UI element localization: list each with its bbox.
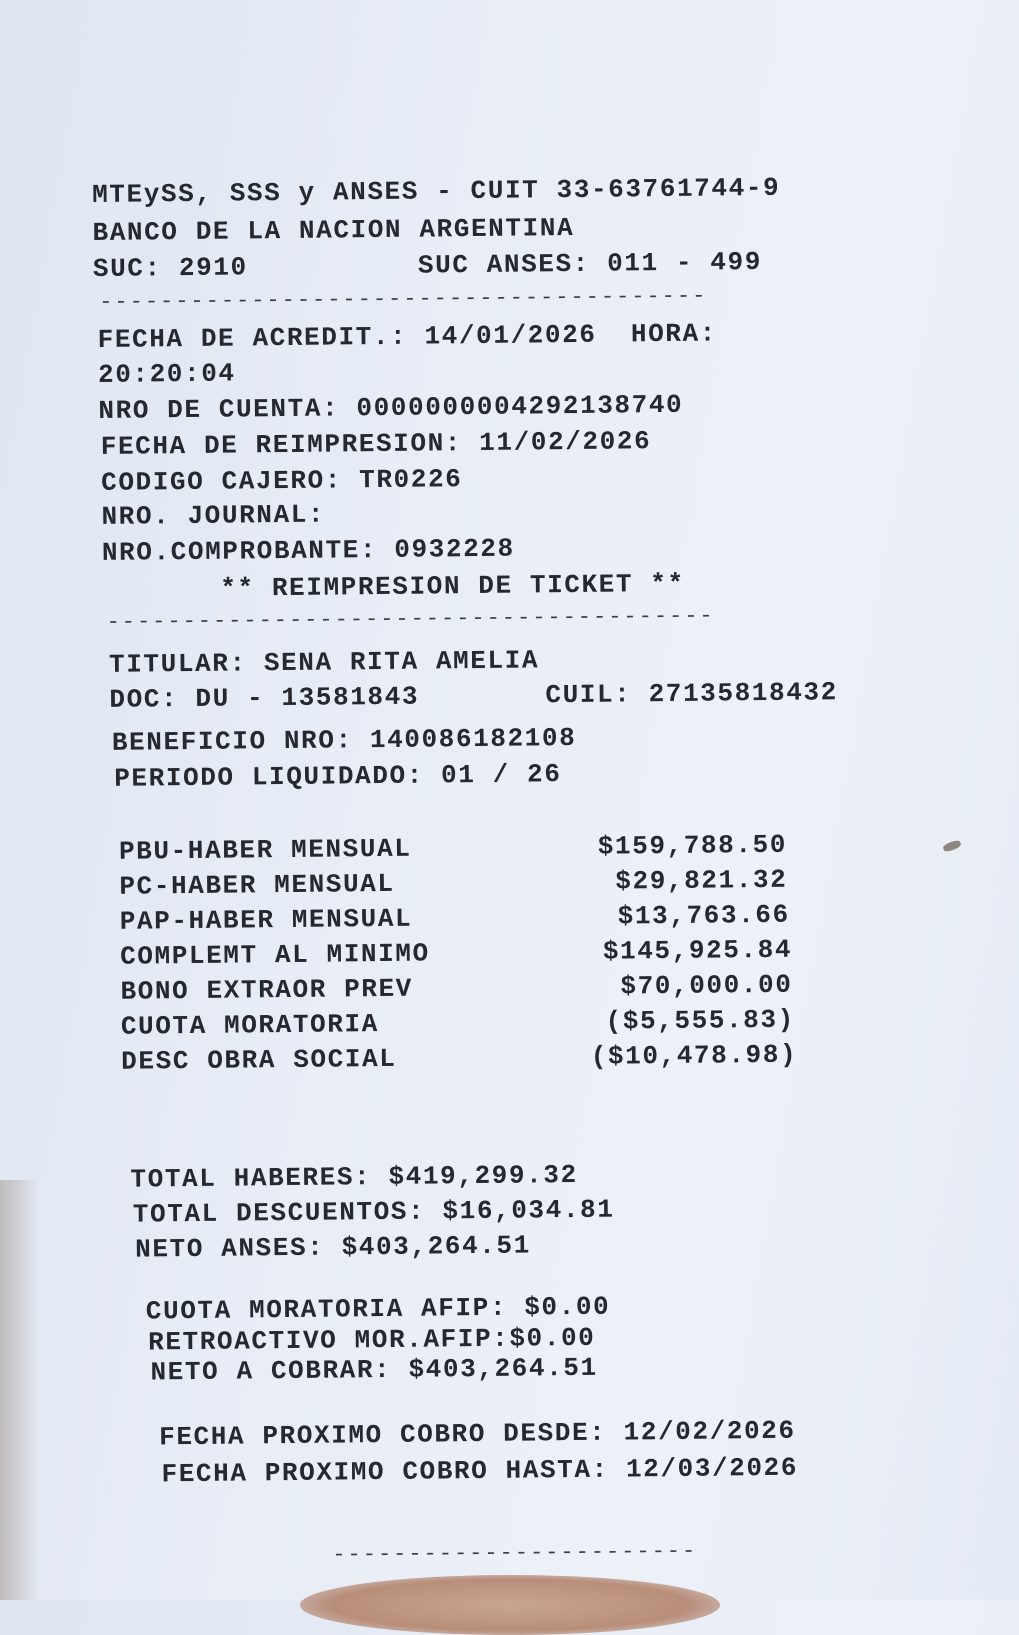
cuota-moratoria-afip: CUOTA MORATORIA AFIP: $0.00 xyxy=(145,1291,611,1327)
header-bank: BANCO DE LA NACION ARGENTINA xyxy=(92,212,575,248)
nro-comprobante: NRO.COMPROBANTE: 0932228 xyxy=(101,533,515,568)
fecha-proximo-desde: FECHA PROXIMO COBRO DESDE: 12/02/2026 xyxy=(159,1415,796,1453)
cuil: CUIL: 27135818432 xyxy=(545,677,839,711)
header-issuer: MTEySS, SSS y ANSES - CUIT 33-63761744-9 xyxy=(92,172,781,210)
header-suc: SUC: 2910 xyxy=(92,252,248,284)
periodo: PERIODO LIQUIDADO: 01 / 26 xyxy=(114,759,562,794)
item-label: BONO EXTRAOR PREV xyxy=(120,973,414,1007)
item-label: COMPLEMT AL MINIMO xyxy=(119,938,430,972)
item-label: PBU-HABER MENSUAL xyxy=(118,833,412,867)
paper-speck xyxy=(942,839,962,853)
header-suc-anses: SUC ANSES: 011 - 499 xyxy=(417,246,763,281)
item-label: DESC OBRA SOCIAL xyxy=(121,1043,397,1077)
fecha-proximo-hasta: FECHA PROXIMO COBRO HASTA: 12/03/2026 xyxy=(161,1452,799,1490)
nro-cuenta: NRO DE CUENTA: 0000000004292138740 xyxy=(98,389,684,426)
item-amount: $29,821.32 xyxy=(615,864,788,897)
doc: DOC: DU - 13581843 xyxy=(109,681,420,715)
item-amount: $145,925.84 xyxy=(602,934,793,967)
receipt-body xyxy=(92,171,912,1568)
item-amount: ($10,478.98) xyxy=(590,1039,798,1072)
hora: 20:20:04 xyxy=(97,358,236,390)
thumb-shadow xyxy=(300,1575,720,1635)
item-label: PAP-HABER MENSUAL xyxy=(119,903,413,937)
retroactivo-afip: RETROACTIVO MOR.AFIP:$0.00 xyxy=(148,1322,596,1358)
titular: TITULAR: SENA RITA AMELIA xyxy=(108,645,540,680)
item-amount: $159,788.50 xyxy=(597,829,788,862)
nro-journal: NRO. JOURNAL: xyxy=(101,499,326,532)
neto-a-cobrar: NETO A COBRAR: $403,264.51 xyxy=(150,1352,598,1388)
beneficio: BENEFICIO NRO: 140086182108 xyxy=(111,722,577,758)
neto-anses: NETO ANSES: $403,264.51 xyxy=(135,1230,532,1265)
item-amount: ($5,555.83) xyxy=(605,1004,795,1037)
total-descuentos: TOTAL DESCUENTOS: $16,034.81 xyxy=(132,1194,615,1230)
separator-1: ---------------------------------------- xyxy=(99,283,708,315)
item-label: PC-HABER MENSUAL xyxy=(119,868,395,902)
separator-2: ---------------------------------------- xyxy=(106,603,715,635)
footer-separator: ------------------------ xyxy=(332,1538,698,1568)
item-amount: $70,000.00 xyxy=(620,969,793,1002)
total-haberes: TOTAL HABERES: $419,299.32 xyxy=(130,1159,578,1195)
item-amount: $13,763.66 xyxy=(617,899,790,932)
paper-shadow xyxy=(0,1180,40,1600)
reimpresion-title: ** REIMPRESION DE TICKET ** xyxy=(220,568,685,604)
fecha-reimpresion: FECHA DE REIMPRESION: 11/02/2026 xyxy=(100,426,652,462)
fecha-acredit: FECHA DE ACREDIT.: 14/01/2026 HORA: xyxy=(97,318,718,355)
codigo-cajero: CODIGO CAJERO: TR0226 xyxy=(101,464,463,498)
item-label: CUOTA MORATORIA xyxy=(120,1009,380,1042)
